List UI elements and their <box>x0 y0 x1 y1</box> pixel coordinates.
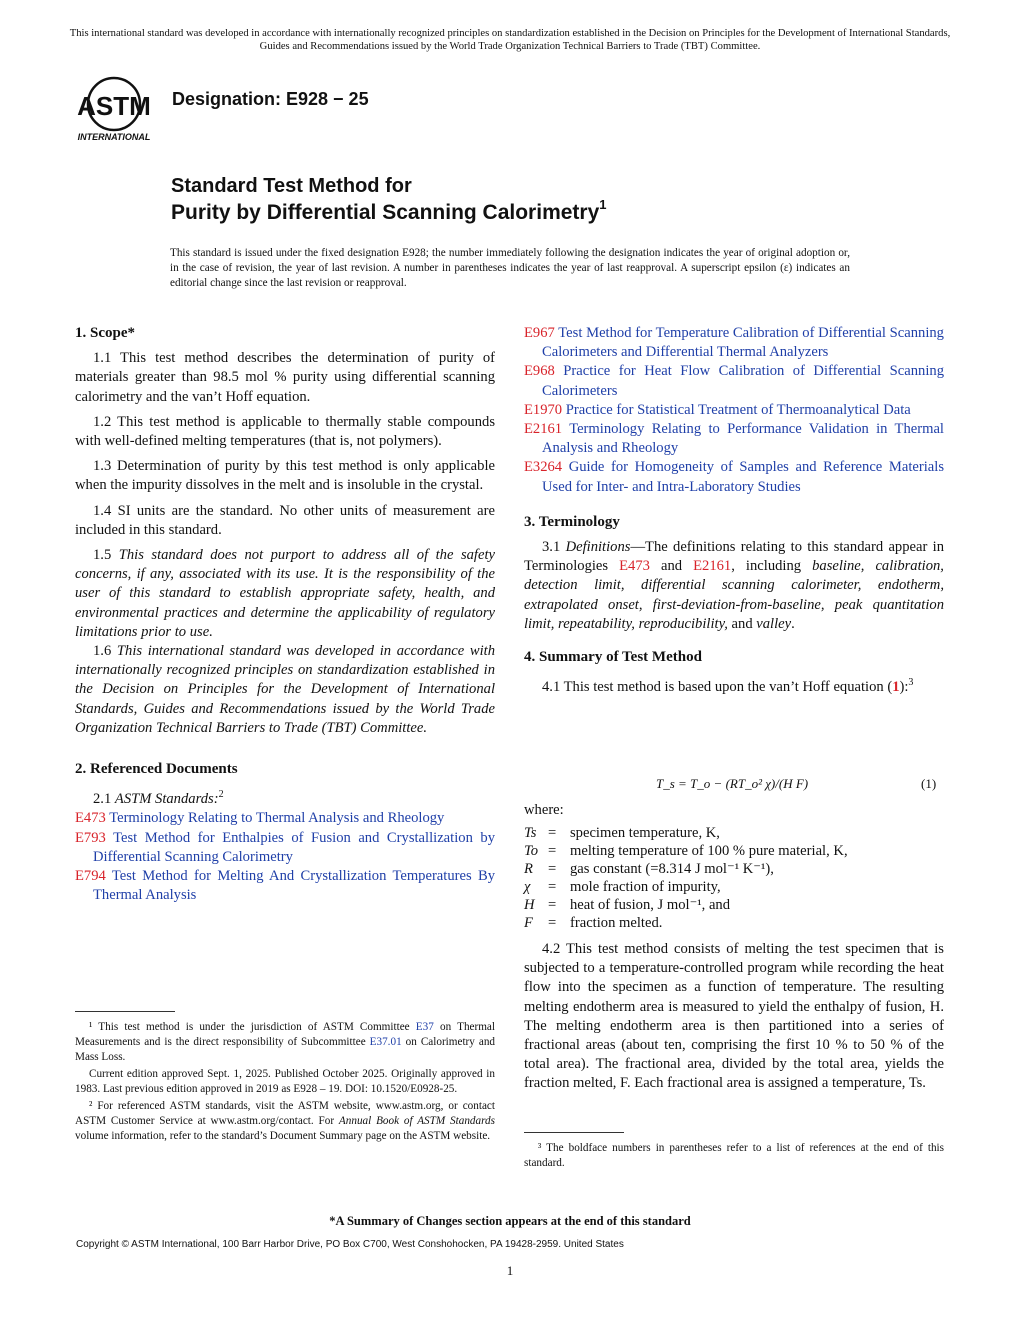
title-text: Purity by Differential Scanning Calorimetry <box>171 201 600 224</box>
summary-p1-end: ): <box>899 679 909 696</box>
ref-item-e473[interactable] <box>75 809 495 828</box>
ref-code[interactable]: E3264 <box>524 459 563 476</box>
var-definition: specimen temperature, K, <box>570 825 720 841</box>
variable-row <box>524 824 848 842</box>
term-last: valley <box>756 615 792 632</box>
ref-code[interactable]: E2161 <box>524 421 563 438</box>
summary-p2-block <box>524 940 944 1100</box>
var-definition: mole fraction of impurity, <box>570 879 721 895</box>
summary-p1-mark: 3 <box>908 677 914 689</box>
var-symbol: χ <box>524 879 531 895</box>
variable-row <box>524 914 848 932</box>
equals-sign: = <box>548 915 557 931</box>
ref-title[interactable]: Test Method for Melting And Crystallization Temperatures By Thermal Analysis <box>93 867 495 904</box>
scope-p3: 1.3 Determination of purity by this test method is only applicable when the impurity dissolves in the melt and is insoluble in the crystal. <box>75 458 495 494</box>
footnote-3: ³ The boldface numbers in parentheses refer to a list of references at the end of this standard. <box>524 1142 944 1169</box>
ref-item-e967[interactable] <box>524 324 944 362</box>
variable-row <box>524 860 848 878</box>
var-symbol: To <box>524 843 539 859</box>
astm-standards-label <box>75 785 495 809</box>
fn1-text-b: on Thermal Measurements and is the direct responsibility of Subcommittee <box>75 1021 496 1048</box>
footnote-rule-right <box>524 1132 624 1133</box>
term-and-2: and <box>731 615 753 632</box>
where-label: where: <box>524 802 564 818</box>
footnote-2 <box>75 1099 495 1144</box>
var-definition: heat of fusion, J mol⁻¹, and <box>570 897 731 913</box>
ref-title[interactable]: Test Method for Enthalpies of Fusion and Crystallization by Differential Scanning Calorimetry <box>93 829 495 865</box>
ref-code[interactable]: E968 <box>524 363 555 380</box>
scope-p6-text: This international standard was developed in accordance with internationally recognized principles on standardization established in the Decision on Principles for the Development of International Standards, Guides and Recommendations issued by the World Trade Organization Technical Barriers to Trade (TBT) Committee. <box>75 643 496 736</box>
fn2-text-b: volume information, refer to the standard’s Document Summary page on the ASTM website. <box>75 1130 491 1142</box>
left-column <box>75 324 495 905</box>
term-text-2: , including <box>731 558 802 575</box>
ref-title[interactable]: Terminology Relating to Performance Validation in Thermal Analysis and Rheology <box>542 421 944 457</box>
intro-paragraph: This standard is issued under the fixed designation E928; the number immediately following the designation indicates the year of original adoption or, in the case of revision, the year of last revision. A number in parentheses indicates the year of last reapproval. A superscript epsilon (ε) indicates an editorial change since the last revision or reapproval. <box>170 247 850 290</box>
footnote-rule-left <box>75 1011 175 1012</box>
var-definition: gas constant (=8.314 J mol⁻¹ K⁻¹), <box>570 861 774 877</box>
ref-title[interactable]: Practice for Heat Flow Calibration of Differential Scanning Calorimeters <box>542 363 944 399</box>
fn1-link-e37[interactable]: E37 <box>415 1021 434 1033</box>
term-and: and <box>661 558 683 575</box>
ref-title[interactable]: Terminology Relating to Thermal Analysis and Rheology <box>109 810 445 827</box>
term-link-e473[interactable]: E473 <box>619 558 650 575</box>
scope-p4: 1.4 SI units are the standard. No other units of measurement are included in this standard. <box>75 502 495 538</box>
term-text-1: —The definitions relating to this standard appear in Terminologies <box>524 539 944 575</box>
ref-code[interactable]: E473 <box>75 810 106 827</box>
scope-p2: 1.2 This test method is applicable to thermally stable compounds with well-defined melting temperatures (that is, not polymers). <box>75 413 495 450</box>
equals-sign: = <box>548 825 557 841</box>
ref-item-e968[interactable] <box>524 362 944 400</box>
equation-number: (1) <box>921 776 937 791</box>
fn1-link-e3701[interactable]: E37.01 <box>369 1036 402 1048</box>
scope-heading: 1. Scope* <box>75 325 135 341</box>
term-link-e2161[interactable]: E2161 <box>693 558 732 575</box>
copyright: Copyright © ASTM International, 100 Barr Harbor Drive, PO Box C700, West Conshohocken, PA 19428-2959. United States <box>76 1239 624 1250</box>
footnotes-left <box>75 1020 495 1146</box>
ref-item-e1970[interactable] <box>524 401 944 420</box>
summary-heading: 4. Summary of Test Method <box>524 649 702 666</box>
scope-p6-num: 1.6 <box>93 643 112 660</box>
ref-code[interactable]: E1970 <box>524 401 563 418</box>
ref-item-e794[interactable] <box>75 867 495 905</box>
summary-ref-link[interactable]: 1 <box>892 679 900 696</box>
summary-p2: 4.2 This test method consists of melting the test specimen that is subjected to a temperature-controlled program while recording the heat flow into the specimen as a function of temperature. The resulting melting endotherm area is measured to yield the enthalpy of fusion, H. The melting endotherm area is then partitioned into a series of fractional areas (about ten, comprising the first 10 % to 50 % of the total area). The fractional area, divided by the total area, yields the fraction melted, F. Each fractional area is assigned a temperature, Ts. <box>524 941 944 1092</box>
title-footnote-mark: 1 <box>599 197 607 212</box>
right-column <box>524 324 944 699</box>
ref-code[interactable]: E794 <box>75 867 106 884</box>
equals-sign: = <box>548 843 557 859</box>
fn1-text-c: on Calorimetry and Mass Loss. <box>75 1036 496 1063</box>
var-symbol: H <box>524 897 535 913</box>
var-definition: melting temperature of 100 % pure material, K, <box>570 843 848 859</box>
header-notice: This international standard was developed in accordance with internationally recognized principles on standardization established in the Decision on Principles for the Development of International Standards, Guides and Recommendations issued by the World Trade Organization Technical Barriers to Trade (TBT) Committee. <box>69 28 951 52</box>
term-num: 3.1 <box>542 539 561 556</box>
vant-hoff-equation: T_s = T_o − (RT_o² χ)/(H F) <box>656 776 809 791</box>
referenced-heading: 2. Referenced Documents <box>75 761 238 778</box>
var-definition: fraction melted. <box>570 915 663 931</box>
scope-p1: 1.1 This test method describes the determination of purity of materials greater than 98.5 mol % purity using differential scanning calorimetry and the van’t Hoff equation. <box>75 350 495 405</box>
summary-of-changes-note: *A Summary of Changes section appears at the end of this standard <box>329 1214 691 1228</box>
equals-sign: = <box>548 897 557 913</box>
title-line2 <box>171 199 607 225</box>
variable-row <box>524 896 848 914</box>
equals-sign: = <box>548 879 557 895</box>
scope-p6 <box>75 642 495 738</box>
designation: Designation: E928 − 25 <box>172 89 369 109</box>
var-symbol: Ts <box>524 825 537 841</box>
terminology-heading: 3. Terminology <box>524 513 620 530</box>
variable-row <box>524 842 848 860</box>
term-end: . <box>791 615 795 632</box>
fn1-text-a: ¹ This test method is under the jurisdiction of ASTM Committee <box>89 1021 410 1033</box>
footnote-1-dates: Current edition approved Sept. 1, 2025. Published October 2025. Originally approved in 1983. Last previous edition approved in 2019 as E928 – 19. DOI: 10.1520/E0928-25. <box>75 1068 495 1095</box>
summary-p1 <box>524 673 944 697</box>
referenced-sub-label: ASTM Standards: <box>114 791 219 808</box>
ref-title[interactable]: Practice for Statistical Treatment of Thermoanalytical Data <box>565 401 911 418</box>
var-symbol: R <box>524 861 533 877</box>
ref-title[interactable]: Guide for Homogeneity of Samples and Reference Materials Used for Inter- and Intra-Laboratory Studies <box>542 459 944 495</box>
title-line1: Standard Test Method for <box>171 175 412 197</box>
referenced-sub-mark: 2 <box>218 789 224 801</box>
logo-subtext: INTERNATIONAL <box>77 132 151 142</box>
scope-p5-num: 1.5 <box>93 547 112 564</box>
footnotes-right <box>524 1141 944 1173</box>
variable-row <box>524 878 848 896</box>
ref-title[interactable]: Test Method for Temperature Calibration of Differential Scanning Calorimeters and Differential Thermal Analyzers <box>542 325 944 361</box>
astm-logo-icon <box>72 74 162 144</box>
term-label: Definitions <box>565 539 631 556</box>
equals-sign: = <box>548 861 557 877</box>
term-list: baseline, calibration, detection limit, differential scanning calorimeter, endotherm, extrapolated onset, first-deviation-from-baseline, peak quantitation limit, repeatability, reproducibility, <box>524 558 944 632</box>
terminology-p1 <box>524 538 944 634</box>
ref-code[interactable]: E793 <box>75 829 106 846</box>
fn2-italic: Annual Book of ASTM Standards <box>338 1115 495 1127</box>
var-symbol: F <box>524 915 533 931</box>
scope-p5-text: This standard does not purport to address all of the safety concerns, if any, associated with its use. It is the responsibility of the user of this standard to establish appropriate safety, health, and environmental practices and determine the applicability of regulatory limitations prior to use. <box>75 547 495 640</box>
footnote-1 <box>75 1020 495 1065</box>
ref-item-e2161[interactable] <box>524 420 944 458</box>
fn2-text-a: ² For referenced ASTM standards, visit the ASTM website, www.astm.org, or contact ASTM Customer Service at www.astm.org/contact. For <box>75 1100 495 1127</box>
referenced-sub-num: 2.1 <box>93 791 112 808</box>
astm-logo <box>72 74 162 144</box>
ref-code[interactable]: E967 <box>524 325 555 341</box>
logo-text: ASTM <box>77 91 151 121</box>
ref-item-e3264[interactable] <box>524 458 944 496</box>
summary-p1-text: 4.1 This test method is based upon the van’t Hoff equation ( <box>542 679 893 696</box>
scope-p5 <box>75 546 495 642</box>
variable-list <box>524 824 848 932</box>
page-number: 1 <box>506 1263 514 1278</box>
ref-item-e793[interactable] <box>75 829 495 867</box>
